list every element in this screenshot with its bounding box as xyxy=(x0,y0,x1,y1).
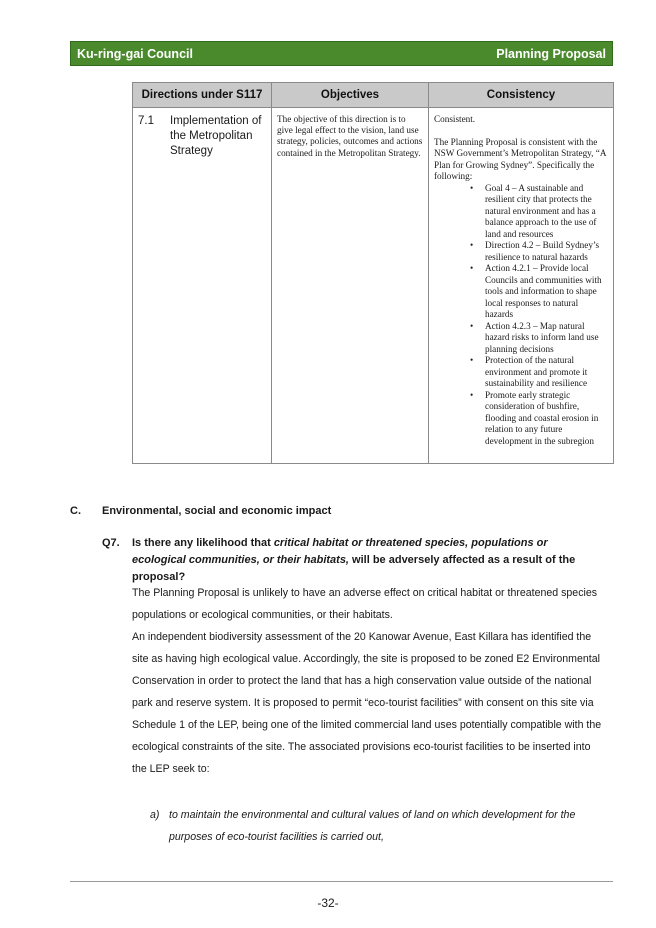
list-item xyxy=(434,183,608,241)
provision-list-item xyxy=(150,804,605,848)
question-emphasis: critical habitat or threatened species, populations or ecological communities, or their habitats, xyxy=(132,537,548,566)
objective-cell xyxy=(272,108,429,464)
bullet-icon: • xyxy=(470,320,474,331)
bullet-text: Protection of the natural environment and promote it sustainability and resilience xyxy=(485,355,588,388)
document-type: Planning Proposal xyxy=(496,47,606,61)
bullet-text: Action 4.2.3 – Map natural hazard risks to inform land use planning decisions xyxy=(485,320,599,354)
consistency-intro: The Planning Proposal is consistent with the NSW Government’s Metropolitan Strategy, “A Plan for Growing Sydney”. Specifically the following: xyxy=(434,136,606,181)
direction-title: Implementation of the Metropolitan Strategy xyxy=(170,115,262,157)
consistency-cell xyxy=(429,108,614,464)
bullet-text: Goal 4 – A sustainable and resilient city that protects the natural environment and has a balance approach to the use of land and resources xyxy=(485,182,597,239)
list-text: to maintain the environmental and cultural values of land on which development for the purposes of eco-tourist facilities is carried out, xyxy=(169,809,576,843)
list-item xyxy=(434,355,608,390)
consistency-status: Consistent. xyxy=(434,114,476,124)
section-heading xyxy=(70,505,331,517)
document-header xyxy=(70,41,613,66)
direction-number: 7.1 xyxy=(138,115,154,127)
list-item xyxy=(434,263,608,321)
answer-paragraph-1: The Planning Proposal is unlikely to have an adverse effect on critical habitat or threatened species populations or ecological communities, or their habitats. xyxy=(132,587,598,621)
question-text xyxy=(132,535,602,586)
footer-divider xyxy=(70,881,613,882)
list-item xyxy=(434,390,608,448)
bullet-icon: • xyxy=(470,182,474,193)
list-item xyxy=(434,240,608,263)
answer-paragraph-2: An independent biodiversity assessment of the 20 Kanowar Avenue, East Killara has identified the site as having high ecological value. Accordingly, the site is proposed to be zoned E2 Environmental Conservation in order to protect the land that has a high conservation value outside of the national park and reserve system. It is proposed to permit “eco-tourist facilities” with consent on this site via Schedule 1 of the LEP, being one of the limited commercial land uses potentially compatible with the ecological constraints of the site. The associated provisions eco-tourist facilities to be inserted into the LEP seek to: xyxy=(132,631,602,775)
question-suffix: will be adversely affected as a result of the proposal? xyxy=(132,554,576,583)
answer-body xyxy=(132,582,602,780)
objective-text: The objective of this direction is to give legal effect to the vision, land use strategy, policies, outcomes and actions contained in the Metropolitan Strategy. xyxy=(277,114,423,158)
bullet-text: Promote early strategic consideration of bushfire, flooding and coastal erosion in relation to any future development in the subregion xyxy=(485,389,599,446)
table-row xyxy=(133,108,614,464)
column-header-objectives: Objectives xyxy=(272,83,429,108)
column-header-consistency: Consistency xyxy=(429,83,614,108)
table-header-row xyxy=(133,83,614,108)
bullet-text: Direction 4.2 – Build Sydney’s resilience to natural hazards xyxy=(485,240,600,262)
page-number: -32- xyxy=(317,896,339,910)
bullet-icon: • xyxy=(470,355,474,365)
directions-table xyxy=(132,82,614,464)
section-title: Environmental, social and economic impact xyxy=(102,505,332,517)
consistency-bullet-list xyxy=(434,183,608,448)
section-letter: C. xyxy=(70,505,81,517)
list-item xyxy=(434,321,608,356)
council-name: Ku-ring-gai Council xyxy=(77,47,193,61)
direction-cell xyxy=(133,108,272,464)
bullet-icon: • xyxy=(470,240,474,250)
column-header-directions: Directions under S117 xyxy=(133,83,272,108)
bullet-icon: • xyxy=(470,263,474,273)
question-number: Q7. xyxy=(102,537,120,549)
bullet-text: Action 4.2.1 – Provide local Councils and communities with tools and information to shape local responses to natural hazards xyxy=(485,263,602,319)
bullet-icon: • xyxy=(470,389,474,400)
question-prefix: Is there any likelihood that xyxy=(132,537,274,549)
question-heading xyxy=(102,535,602,586)
list-label: a) xyxy=(150,809,160,821)
